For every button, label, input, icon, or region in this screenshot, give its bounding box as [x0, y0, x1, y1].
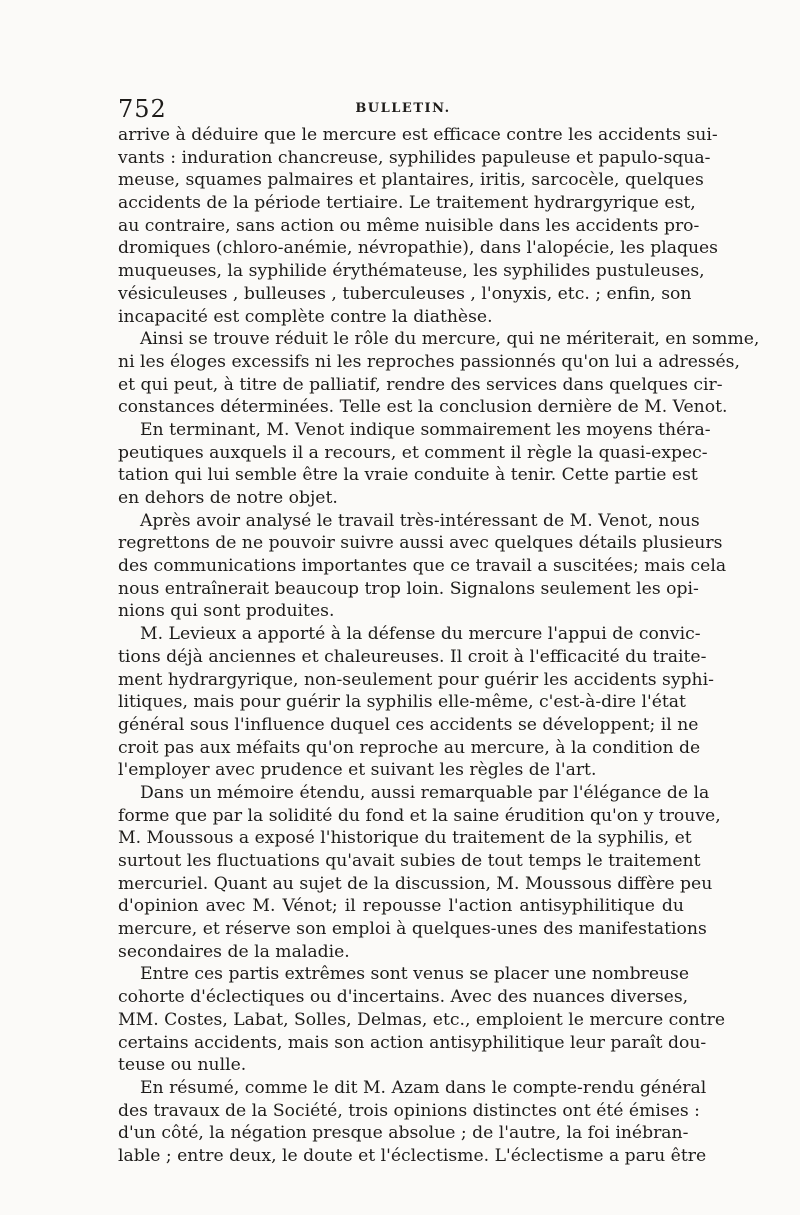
text-line: dromiques (chloro-anémie, névropathie), dans l'alopécie, les plaques — [118, 238, 719, 259]
text-line: ni les éloges excessifs ni les reproches passionnés qu'on lui a adressés, — [118, 351, 740, 372]
text-line: surtout les fluctuations qu'avait subies de tout temps le traitement — [118, 851, 701, 871]
text-line: Ainsi se trouve réduit le rôle du mercure, qui ne mériterait, en somme, — [140, 329, 760, 350]
text-line: muqueuses, la syphilide érythémateuse, les syphilides pustuleuses, — [118, 261, 705, 282]
text-line: en dehors de notre objet. — [118, 488, 338, 508]
text-line: tions déjà anciennes et chaleureuses. Il croit à l'efficacité du traite- — [118, 646, 707, 667]
text-line: En résumé, comme le dit M. Azam dans le compte-rendu général — [140, 1077, 707, 1098]
text-line: meuse, squames palmaires et plantaires, iritis, sarcocèle, quelques — [118, 170, 704, 191]
text-line: et qui peut, à titre de palliatif, rendre des services dans quelques cir- — [118, 374, 723, 395]
text-line: nous entraînerait beaucoup trop loin. Signalons seulement les opi- — [118, 578, 699, 599]
body-text — [118, 124, 760, 1168]
text-line: ment hydrargyrique, non-seulement pour guérir les accidents syphi- — [118, 669, 714, 690]
text-line: M. Levieux a apporté à la défense du mercure l'appui de convic- — [140, 624, 701, 645]
text-line: vésiculeuses , bulleuses , tuberculeuses , l'onyxis, etc. ; enfin, son — [118, 283, 692, 304]
text-line: Après avoir analysé le travail très-intéressant de M. Venot, nous — [140, 510, 700, 531]
text-line: regrettons de ne pouvoir suivre aussi avec quelques détails plusieurs — [118, 533, 723, 554]
text-line: peutiques auxquels il a recours, et comment il règle la quasi-expec- — [118, 442, 708, 463]
text-line: arrive à déduire que le mercure est efficace contre les accidents sui- — [118, 125, 718, 145]
text-line: mercuriel. Quant au sujet de la discussion, M. Moussous diffère peu — [118, 873, 713, 894]
text-line: d'un côté, la négation presque absolue ; de l'autre, la foi inébran- — [118, 1123, 689, 1144]
text-line: Entre ces partis extrêmes sont venus se placer une nombreuse — [140, 964, 690, 985]
text-line: cohorte d'éclectiques ou d'incertains. Avec des nuances diverses, — [118, 987, 689, 1008]
text-line: certains accidents, mais son action antisyphilitique leur paraît dou- — [118, 1032, 707, 1053]
page-number: 752 — [118, 95, 167, 123]
text-line: mercure, et réserve son emploi à quelques-unes des manifestations — [118, 919, 707, 940]
text-line: teuse ou nulle. — [118, 1055, 247, 1076]
text-line: M. Moussous a exposé l'historique du traitement de la syphilis, et — [118, 828, 692, 849]
text-line: des communications importantes que ce travail a suscitées; mais cela — [118, 556, 727, 577]
text-line: d'opinion avec M. Vénot; il repousse l'action antisyphilitique du — [118, 896, 684, 917]
text-line: incapacité est complète contre la diathèse. — [118, 306, 493, 327]
text-line: général sous l'influence duquel ces accidents se développent; il ne — [118, 714, 699, 735]
text-line: constances déterminées. Telle est la conclusion dernière de M. Venot. — [118, 397, 728, 418]
text-line: croit pas aux méfaits qu'on reproche au mercure, à la condition de — [118, 737, 701, 758]
text-line: secondaires de la maladie. — [118, 941, 350, 962]
text-line: tation qui lui semble être la vraie conduite à tenir. Cette partie est — [118, 465, 698, 486]
text-line: vants : induration chancreuse, syphilides papuleuse et papulo-squa- — [118, 147, 711, 168]
text-line: au contraire, sans action ou même nuisible dans les accidents pro- — [118, 215, 700, 236]
page-header — [118, 94, 688, 124]
text-line: nions qui sont produites. — [118, 601, 335, 622]
text-line: l'employer avec prudence et suivant les règles de l'art. — [118, 760, 597, 781]
text-line: Dans un mémoire étendu, aussi remarquable par l'élégance de la — [140, 782, 710, 803]
text-line: lable ; entre deux, le doute et l'éclectisme. L'éclectisme a paru être — [118, 1145, 707, 1166]
text-line: MM. Costes, Labat, Solles, Delmas, etc., emploient le mercure contre — [118, 1009, 726, 1030]
text-line: forme que par la solidité du fond et la saine érudition qu'on y trouve, — [118, 805, 721, 826]
text-line: accidents de la période tertiaire. Le traitement hydrargyrique est, — [118, 193, 696, 214]
text-line: des travaux de la Société, trois opinions distinctes ont été émises : — [118, 1100, 700, 1121]
text-line: En terminant, M. Venot indique sommairement les moyens théra- — [140, 419, 711, 440]
text-line: litiques, mais pour guérir la syphilis elle-même, c'est-à-dire l'état — [118, 692, 686, 713]
running-head: BULLETIN. — [355, 101, 451, 116]
